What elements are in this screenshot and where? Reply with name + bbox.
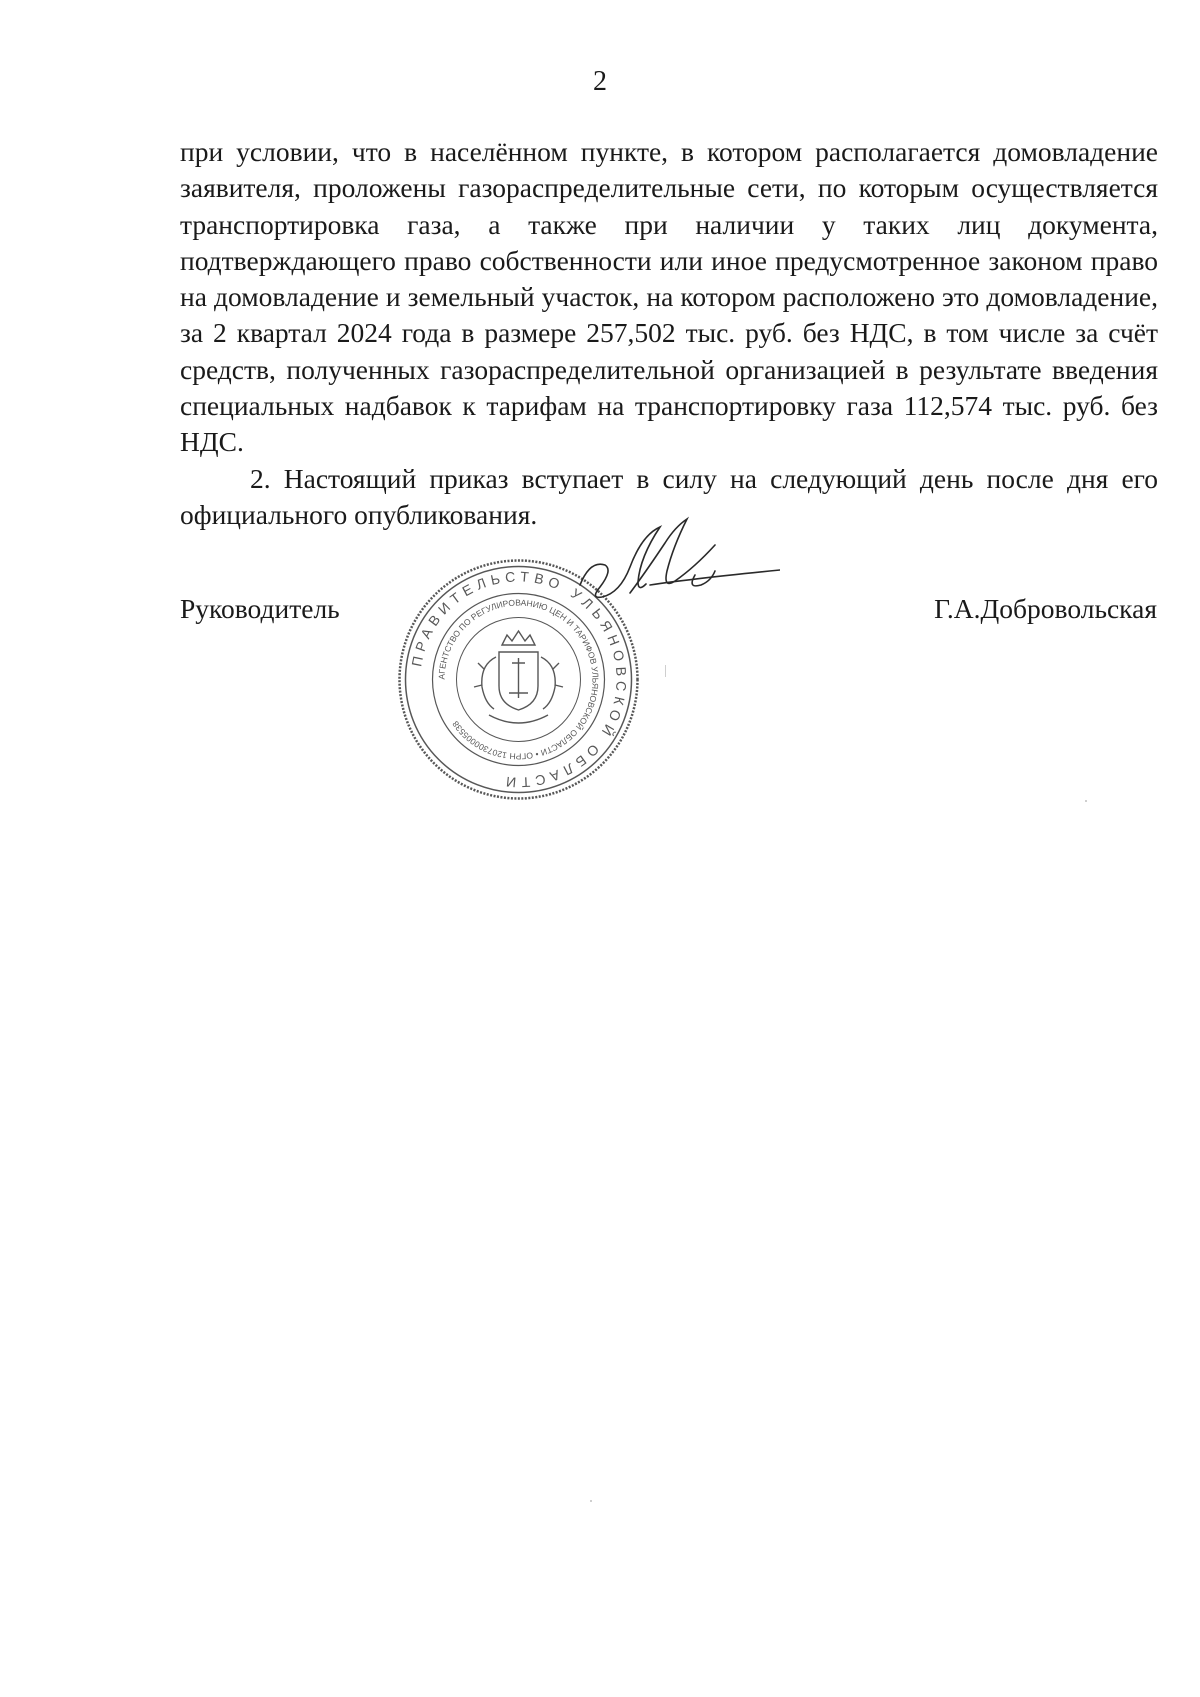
scan-speck bbox=[590, 1500, 592, 1502]
seal-inner-text: АГЕНТСТВО ПО РЕГУЛИРОВАНИЮ ЦЕН И ТАРИФОВ УЛЬЯНОВСКОЙ ОБЛАСТИ • ОГРН 1207300005538 bbox=[436, 597, 601, 762]
signatory-role: Руководитель bbox=[180, 593, 340, 624]
seal-outer-text: ПРАВИТЕЛЬСТВО УЛЬЯНОВСКОЙ ОБЛАСТИ bbox=[408, 568, 630, 791]
page-number: 2 bbox=[593, 66, 607, 97]
signatory-name: Г.А.Добровольская bbox=[934, 593, 1157, 624]
scan-speck bbox=[1085, 800, 1087, 802]
body-text bbox=[180, 134, 1158, 533]
handwritten-signature-icon bbox=[570, 515, 780, 625]
paragraph-2: 2. Настоящий приказ вступает в силу на следующий день после дня его официального опубликования. bbox=[180, 462, 1158, 530]
paragraph-1: при условии, что в населённом пункте, в котором располагается домовладение заявителя, проложены газораспределительные сети, по которым осуществляется транспортировка газа, а также при наличии у таких лиц документа, подтверждающего право собственности или иное предусмотренное законом право на домовладение и земельный участок, на котором расположено это домовладение, за 2 квартал 2024 года в размере 257,502 тыс. руб. без НДС, в том числе за счёт средств, полученных газораспределительной организацией в результате введения специальных надбавок к тарифам на транспортировку газа 112,574 тыс. руб. без НДС. bbox=[180, 136, 1158, 458]
scan-speck bbox=[665, 665, 666, 677]
